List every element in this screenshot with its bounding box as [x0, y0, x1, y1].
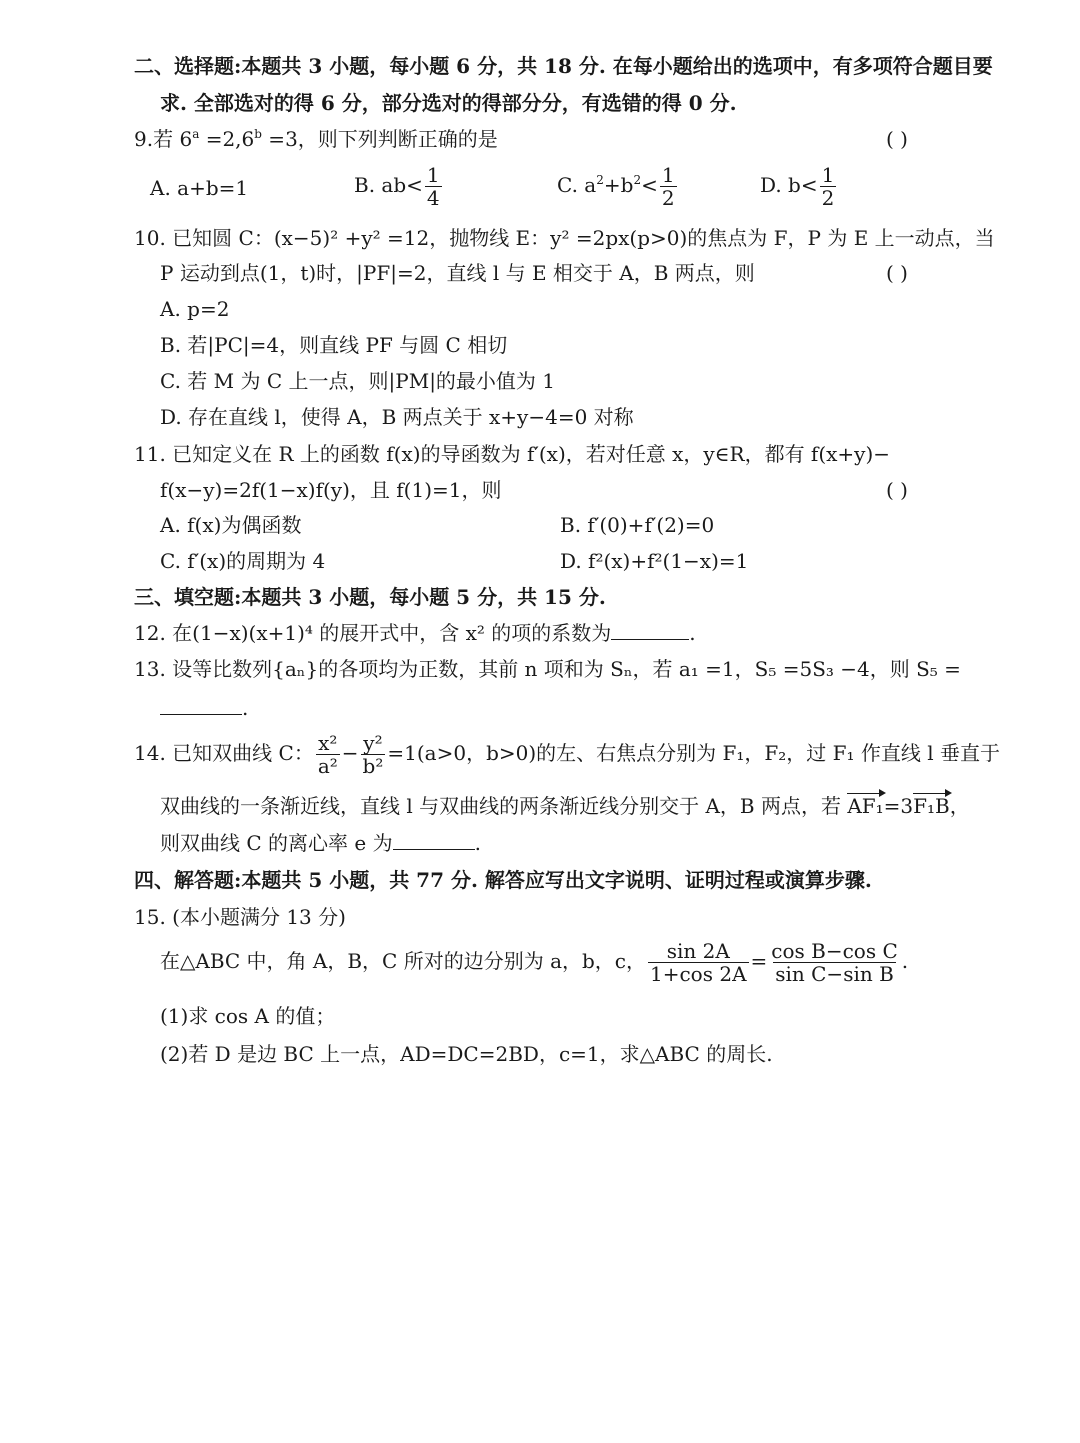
q9-option-a: A. a+b=1	[150, 176, 249, 200]
q13-stem-line1: 13. 设等比数列{aₙ}的各项均为正数，其前 n 项和为 Sₙ，若 a₁ =1，S₅ =5S₃ −4，则 S₅ =	[134, 657, 961, 681]
q9-option-c: C. $a^2+b^2<$ $\frac{1}{2}$	[557, 163, 675, 210]
q15-fraction-left: $\frac{\sin 2A}{1+\cos 2A}$	[650, 939, 747, 986]
q10-stem-line2: P 运动到点(1，t)时，|PF|=2，直线 l 与 E 相交于 A，B 两点，则	[160, 261, 755, 285]
q14-stem-line2: 双曲线的一条渐近线，直线 l 与双曲线的两条渐近线分别交于 A，B 两点，若 AF₁=3F₁B，	[160, 794, 970, 818]
q13-answer-line: .	[160, 694, 248, 722]
q15-part1: (1)求 cos A 的值；	[160, 1004, 336, 1028]
q10-option-c: C. 若 M 为 C 上一点，则|PM|的最小值为 1	[160, 369, 556, 393]
section4-header: 四、解答题:本题共 5 小题，共 77 分. 解答应写出文字说明、证明过程或演算步骤.	[134, 868, 872, 892]
q11-option-c: C. f′(x)的周期为 4	[160, 549, 326, 573]
vector-f1b: F₁B	[913, 794, 950, 818]
vector-af1: AF₁	[847, 794, 884, 818]
q11-option-b: B. f′(0)+f′(2)=0	[560, 513, 715, 537]
q14-stem-line3: 则双曲线 C 的离心率 e 为 .	[160, 831, 481, 855]
q10-option-b: B. 若|PC|=4，则直线 PF 与圆 C 相切	[160, 333, 508, 357]
q14-fraction-y: $\frac{\text{y²}}{\text{b²}}$	[362, 731, 384, 778]
q10-stem-line1: 10. 已知圆 C：(x−5)² +y² =12，抛物线 E：y² =2px(p>0)的焦点为 F，P 为 E 上一动点，当	[134, 226, 995, 250]
q9-fraction-d: $\frac{1}{2}$	[821, 163, 835, 210]
q9-option-d: D. b< $\frac{1}{2}$	[760, 163, 835, 210]
q11-stem-line2: f(x−y)=2f(1−x)f(y)，且 f(1)=1，则	[160, 478, 502, 502]
q14-fraction-x: $\frac{\text{x²}}{\text{a²}}$	[317, 731, 338, 778]
section2-header-line1: 二、选择题:本题共 3 小题，每小题 6 分，共 18 分. 在每小题给出的选项中，有多项符合题目要	[134, 54, 993, 78]
q11-option-a: A. f(x)为偶函数	[160, 513, 302, 537]
q15-stem: 在△ABC 中，角 A，B，C 所对的边分别为 a，b，c， $\frac{\sin 2A}{1+\cos 2A}$ = $\frac{\text{cos B−cos C}}{\text{sin C−sin B}}$ .	[160, 939, 909, 986]
q15-header: 15. (本小题满分 13 分)	[134, 905, 346, 929]
q12-stem: 12. 在(1−x)(x+1)⁴ 的展开式中，含 x² 的项的系数为 .	[134, 621, 696, 645]
q15-fraction-right: $\frac{\text{cos B−cos C}}{\text{sin C−sin B}}$	[771, 939, 898, 986]
q12-answer-blank	[611, 621, 689, 640]
q15-part2: (2)若 D 是边 BC 上一点，AD=DC=2BD，c=1，求△ABC 的周长.	[160, 1042, 773, 1066]
section2-header-line2: 求. 全部选对的得 6 分，部分选对的得部分分，有选错的得 0 分.	[160, 91, 737, 115]
q10-option-a: A. p=2	[160, 297, 230, 321]
q11-option-d: D. f²(x)+f²(1−x)=1	[560, 549, 749, 573]
q9-stem: 9.若 $6^a =2,6^b =3$，则下列判断正确的是	[134, 127, 498, 151]
q10-answer-paren: ( )	[886, 261, 908, 285]
q9-fraction-b: $\frac{1}{4}$	[426, 163, 440, 210]
section3-header: 三、填空题:本题共 3 小题，每小题 5 分，共 15 分.	[134, 585, 606, 609]
q11-answer-paren: ( )	[886, 478, 908, 502]
q9-fraction-c: $\frac{1}{2}$	[661, 163, 675, 210]
q9-option-b: B. ab< $\frac{1}{4}$	[354, 163, 440, 210]
q11-stem-line1: 11. 已知定义在 R 上的函数 f(x)的导函数为 f′(x)，若对任意 x，y∈R，都有 f(x+y)−	[134, 442, 891, 466]
q9-answer-paren: ( )	[886, 127, 908, 151]
q14-answer-blank	[393, 831, 475, 850]
q10-option-d: D. 存在直线 l，使得 A，B 两点关于 x+y−4=0 对称	[160, 405, 634, 429]
q13-answer-blank	[160, 696, 242, 715]
q14-stem-line1: 14. 已知双曲线 C： $\frac{\text{x²}}{\text{a²}}$ − $\frac{\text{y²}}{\text{b²}}$ =1(a>0，b>0)的左、右焦点分别为 F₁，F₂，过 F₁ 作直线 l 垂直于	[134, 731, 1001, 778]
